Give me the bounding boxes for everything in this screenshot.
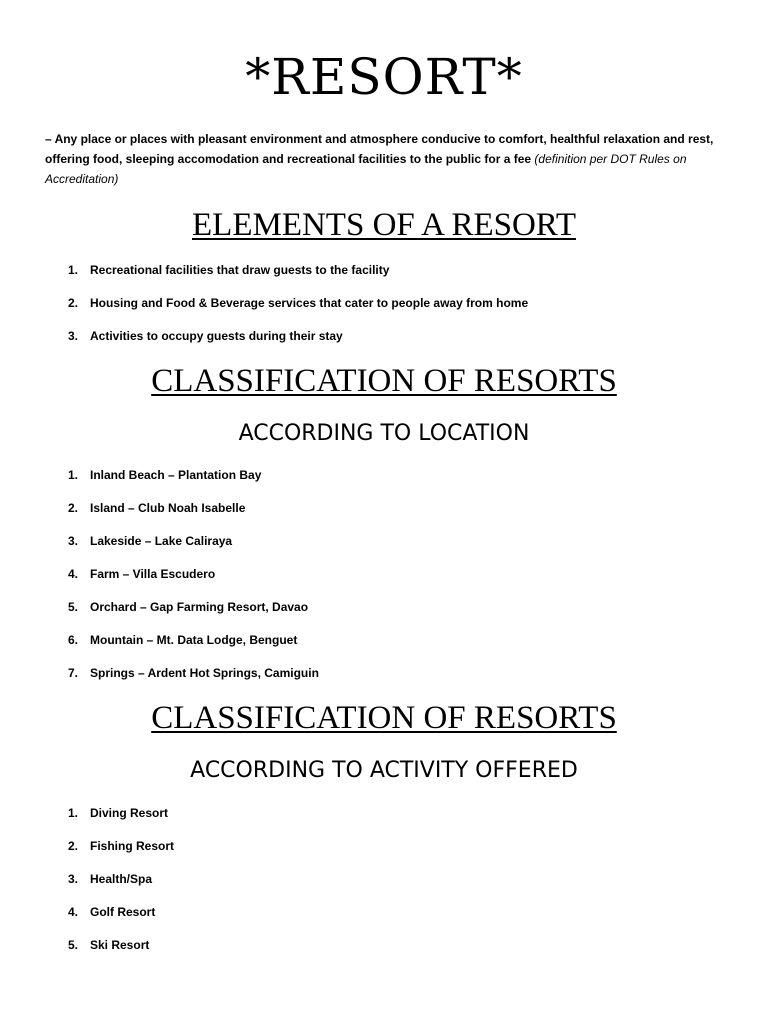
list-number: 2. <box>68 839 79 853</box>
list-number: 5. <box>68 938 79 952</box>
list-number: 4. <box>68 567 79 581</box>
list-text: Recreational facilities that draw guests to the facility <box>90 263 390 277</box>
list-number: 3. <box>68 872 79 886</box>
list-text: Island – Club Noah Isabelle <box>90 501 246 515</box>
list-text: Golf Resort <box>90 905 156 919</box>
list-text: Lakeside – Lake Caliraya <box>90 534 233 548</box>
list-number: 1. <box>68 263 79 277</box>
list-text: Activities to occupy guests during their stay <box>90 329 343 343</box>
document-title: *RESORT* <box>245 48 523 106</box>
list-number: 6. <box>68 633 79 647</box>
list-text: Mountain – Mt. Data Lodge, Benguet <box>90 633 298 647</box>
location-subheading: ACCORDING TO LOCATION <box>238 421 530 446</box>
list-text: Inland Beach – Plantation Bay <box>90 468 262 482</box>
classification-location-heading: CLASSIFICATION OF RESORTS <box>151 363 617 399</box>
list-text: Health/Spa <box>90 872 153 886</box>
elements-heading: ELEMENTS OF A RESORT <box>192 207 576 243</box>
list-text: Ski Resort <box>90 938 150 952</box>
list-number: 5. <box>68 600 79 614</box>
list-number: 4. <box>68 905 79 919</box>
activity-subheading: ACCORDING TO ACTIVITY OFFERED <box>190 758 578 783</box>
list-text: Housing and Food & Beverage services that cater to people away from home <box>90 296 529 310</box>
list-number: 3. <box>68 534 79 548</box>
list-number: 3. <box>68 329 79 343</box>
definition-note: (definition per DOT Rules on Accreditation) <box>45 152 687 186</box>
list-text: Fishing Resort <box>90 839 175 853</box>
list-number: 1. <box>68 806 79 820</box>
resort-definition <box>45 129 735 189</box>
list-text: Springs – Ardent Hot Springs, Camiguin <box>90 666 319 680</box>
list-number: 2. <box>68 501 79 515</box>
classification-activity-heading: CLASSIFICATION OF RESORTS <box>151 700 617 736</box>
definition-text: – Any place or places with pleasant environment and atmosphere conducive to comfort, healthful relaxation and rest, offering food, sleeping accomodation and recreational facilities to the public for a fee <box>45 132 714 166</box>
list-number: 1. <box>68 468 79 482</box>
list-text: Orchard – Gap Farming Resort, Davao <box>90 600 309 614</box>
list-text: Diving Resort <box>90 806 169 820</box>
list-number: 7. <box>68 666 79 680</box>
list-text: Farm – Villa Escudero <box>90 567 216 581</box>
list-number: 2. <box>68 296 79 310</box>
